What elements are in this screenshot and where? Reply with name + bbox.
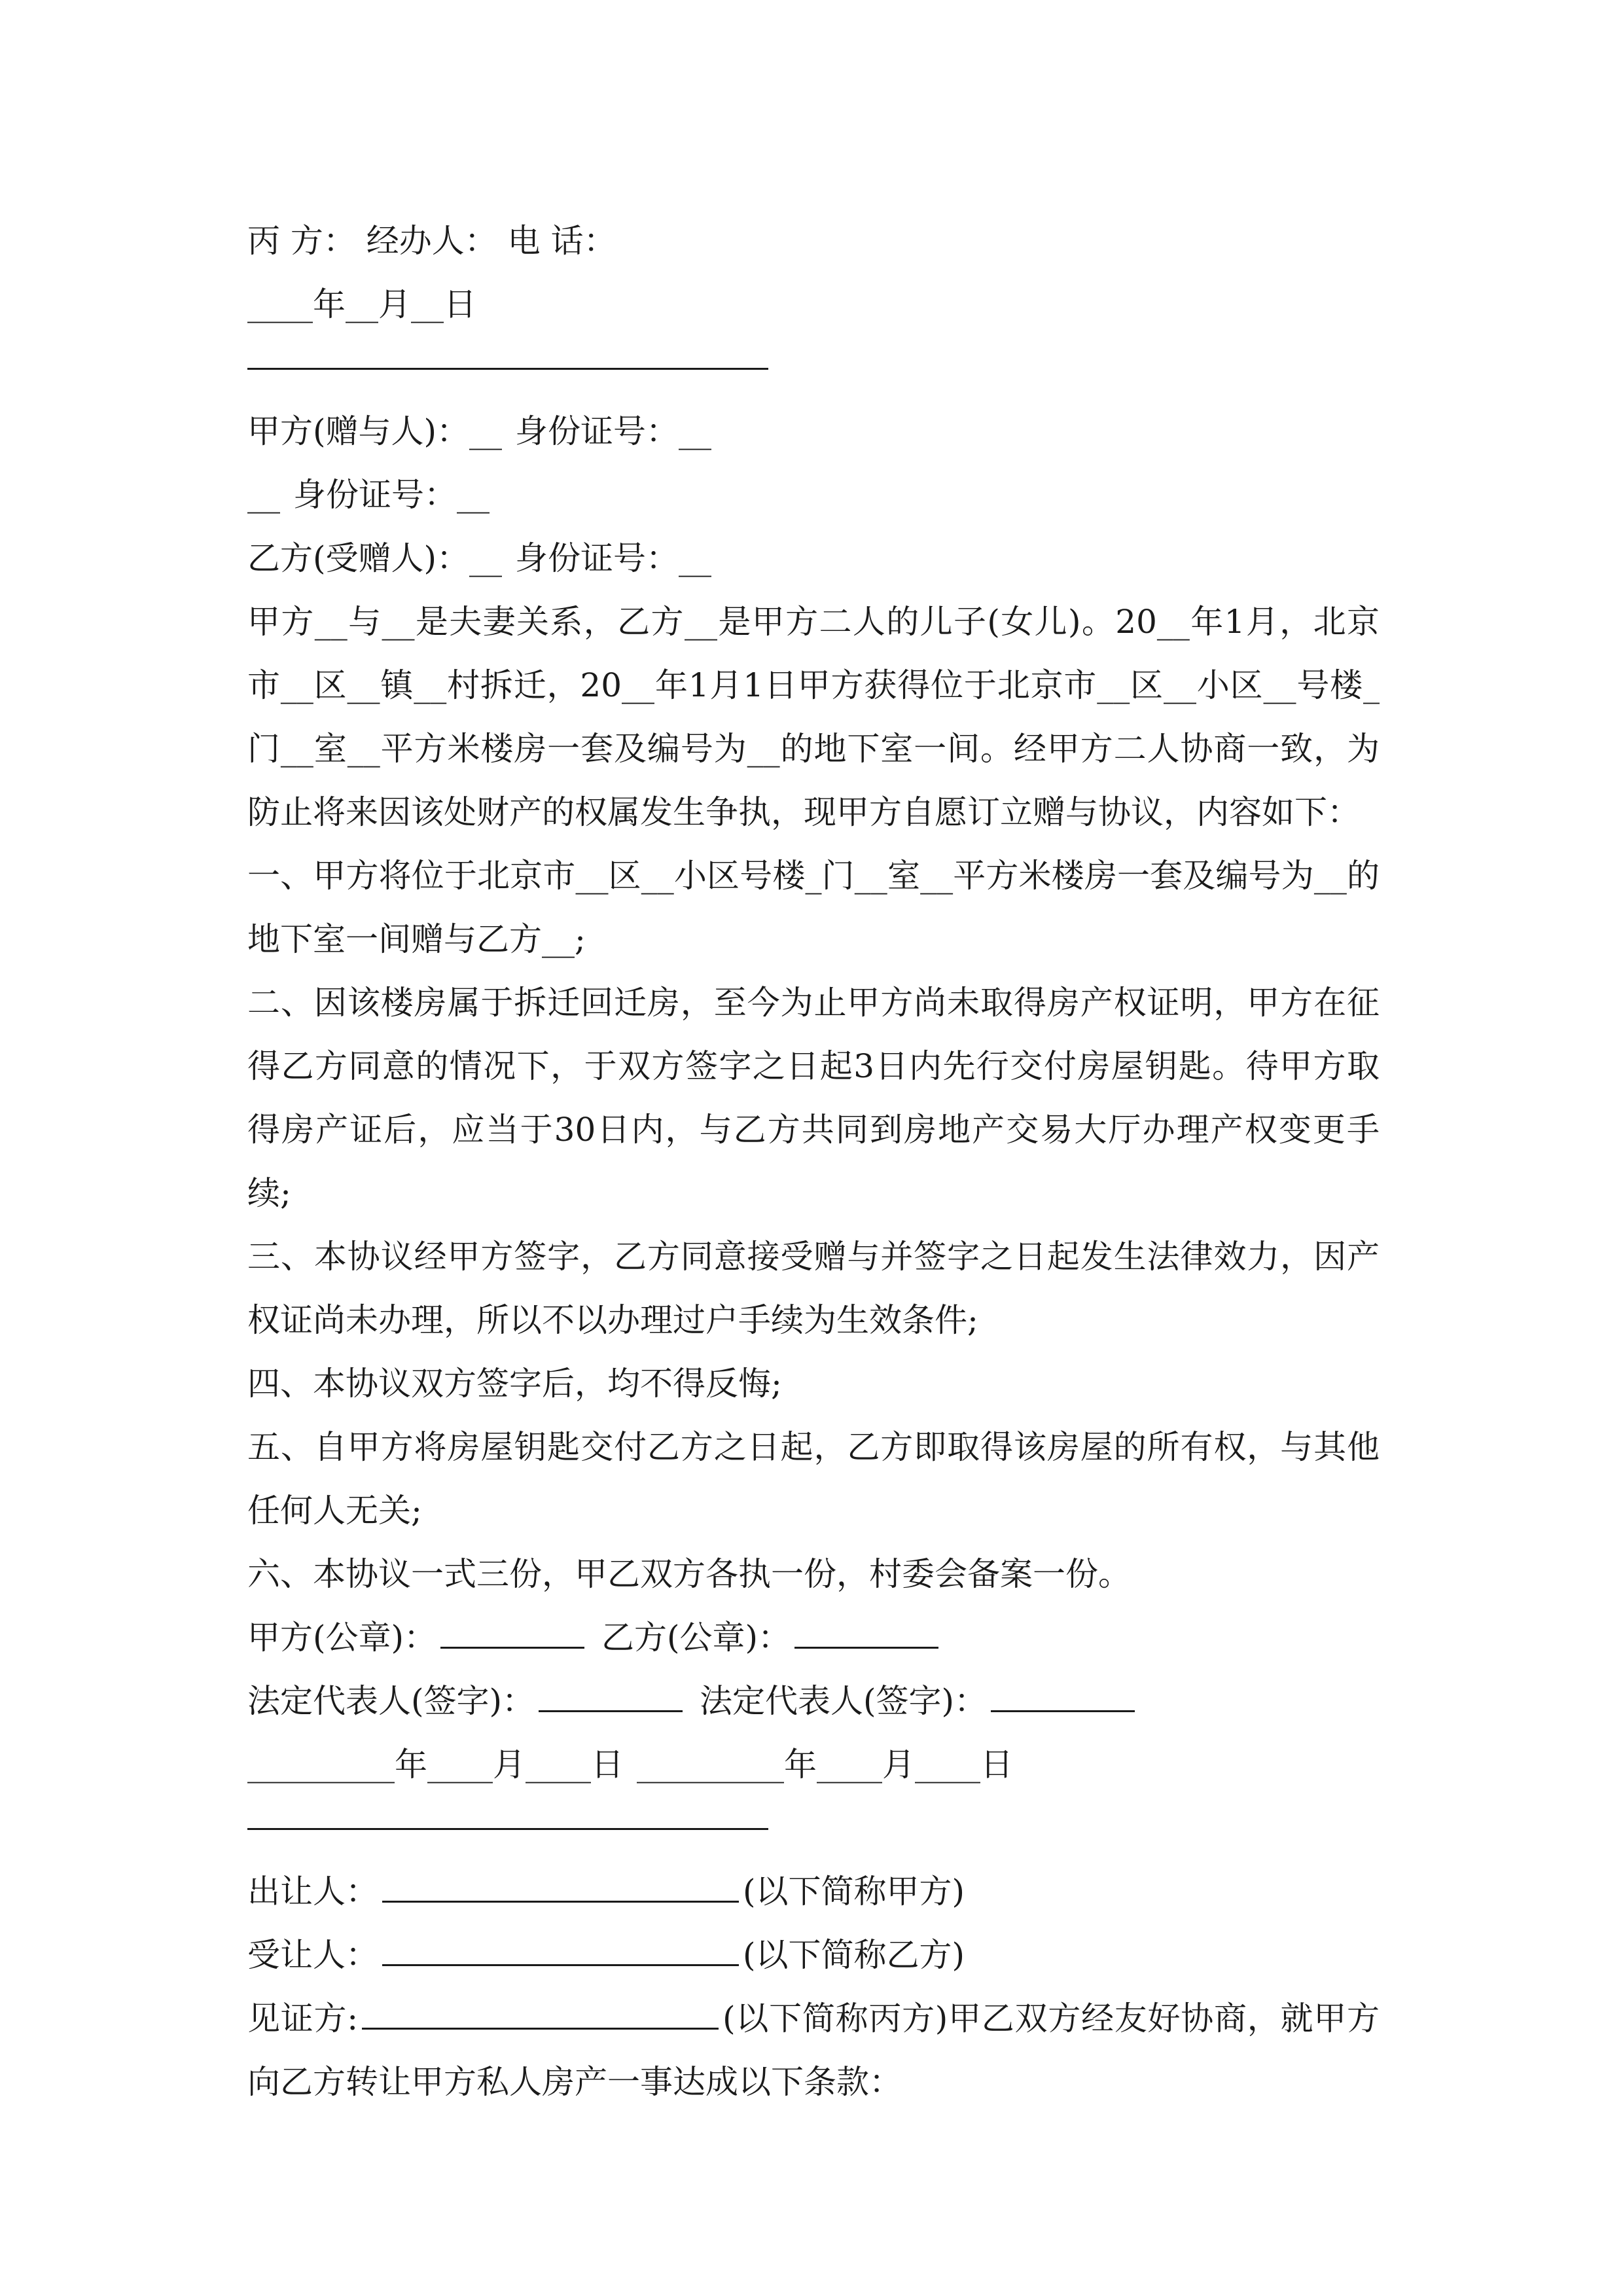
clause-2: 二、因该楼房属于拆迁回迁房，至今为止甲方尚未取得房产权证明，甲方在征得乙方同意的情况下，于双方签字之日起3日内先行交付房屋钥匙。待甲方取得房产证后，应当于30日内，与乙方共同到房地产交易大厅办理产权变更手续;	[247, 984, 1380, 1212]
clause-3: 三、本协议经甲方签字，乙方同意接受赠与并签字之日起发生法律效力，因产权证尚未办理，所以不以办理过户手续为生效条件;	[247, 1238, 1380, 1339]
section-divider	[247, 336, 1380, 400]
party-b-id-label: 身份证号：__	[515, 539, 712, 577]
rep-b-label: 法定代表人(签字)：	[700, 1682, 988, 1720]
party-a-line	[247, 400, 1380, 463]
witness-label: 见证方:	[247, 2000, 359, 2037]
transferor-line	[247, 1860, 1380, 1924]
party-b-seal-field[interactable]	[794, 1614, 938, 1649]
witness-field[interactable]	[362, 1995, 719, 2030]
witness-paragraph	[247, 1987, 1380, 2114]
clause-1: 一、甲方将位于北京市__区__小区号楼_门__室__平方米楼房一套及编号为__的地下室一间赠与乙方__;	[247, 857, 1380, 958]
section-divider-2	[247, 1797, 1380, 1860]
transferor-suffix: (以下简称甲方)	[743, 1873, 965, 1910]
clause-6: 六、本协议一式三份，甲乙双方各执一份，村委会备案一份。	[247, 1555, 1131, 1593]
document-body	[247, 209, 1380, 2114]
rep-a-label: 法定代表人(签字)：	[247, 1682, 535, 1720]
rep-b-field[interactable]	[991, 1677, 1135, 1712]
agreement-intro: 甲方__与__是夫妻关系，乙方__是甲方二人的儿子(女儿)。20__年1月，北京市__区__镇__村拆迁，20__年1月1日甲方获得位于北京市__区__小区__号楼_门__室__平方米楼房一套及编号为__的地下室一间。经甲方二人协商一致，为防止将来因该处财产的权属发生争执，现甲方自愿订立赠与协议，内容如下：	[247, 603, 1380, 831]
date-a: _________年____月____日	[247, 1746, 624, 1784]
party-a2-prefix: __	[247, 476, 280, 514]
rep-a-field[interactable]	[539, 1677, 683, 1712]
transferor-label: 出让人：	[247, 1873, 378, 1910]
party-a-id-label: 身份证号：__	[515, 412, 712, 450]
party-b-line	[247, 527, 1380, 590]
clause-4: 四、本协议双方签字后，均不得反悔;	[247, 1365, 782, 1403]
party-a-label: 甲方(赠与人)：__	[247, 412, 503, 450]
date-line: ____年__月__日	[247, 285, 476, 323]
party-a-seal-label: 甲方(公章)：	[247, 1619, 437, 1657]
party-a2-line	[247, 463, 1380, 527]
representative-line	[247, 1670, 1380, 1733]
party-a-seal-field[interactable]	[440, 1614, 584, 1649]
party-a2-id-label: 身份证号：__	[293, 476, 490, 514]
transferee-line	[247, 1924, 1380, 1987]
signature-date-line	[247, 1733, 1380, 1797]
witness-suffix: (以下简称丙方)甲乙双方经友好协商，就甲方向乙方转让甲方私人房产一事达成以下条款：	[247, 2000, 1380, 2101]
transferor-field[interactable]	[382, 1868, 739, 1903]
party-c-line: 丙 方： 经办人： 电 话：	[247, 222, 616, 260]
transferee-field[interactable]	[382, 1931, 739, 1966]
transferee-label: 受让人：	[247, 1936, 378, 1974]
seal-line	[247, 1606, 1380, 1670]
party-b-label: 乙方(受赠人)：__	[247, 539, 503, 577]
clause-5: 五、自甲方将房屋钥匙交付乙方之日起，乙方即取得该房屋的所有权，与其他任何人无关;	[247, 1428, 1380, 1530]
party-b-seal-label: 乙方(公章)：	[601, 1619, 791, 1657]
date-b: _________年____月____日	[637, 1746, 1013, 1784]
transferee-suffix: (以下简称乙方)	[743, 1936, 965, 1974]
